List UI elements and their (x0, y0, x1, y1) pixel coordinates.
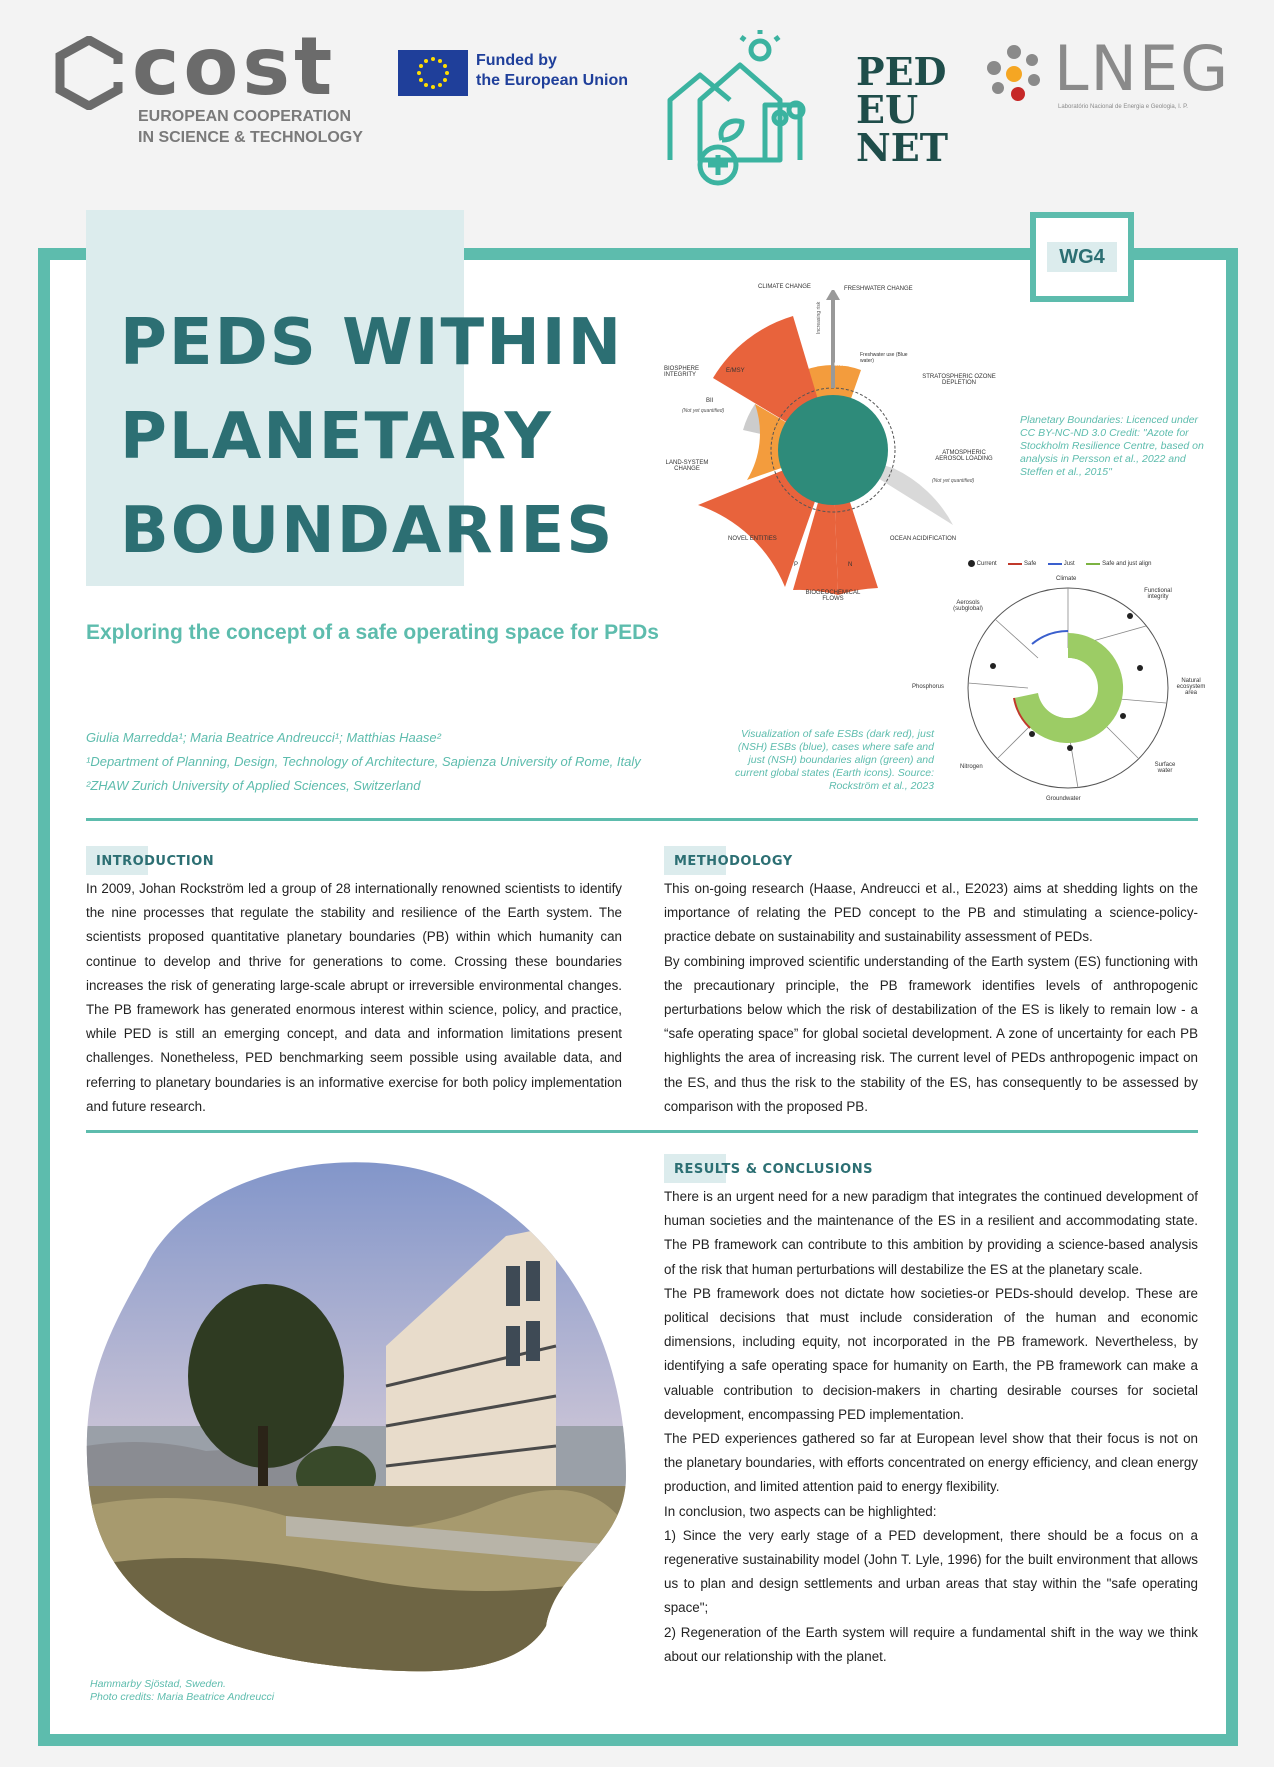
pb-label-bii: BII (706, 398, 714, 404)
results-paragraph-4: In conclusion, two aspects can be highlighted: (664, 1503, 937, 1519)
cost-logo (54, 20, 374, 156)
cost-wordmark: cost (132, 20, 337, 113)
results-heading: RESULTS & CONCLUSIONS (664, 1154, 1198, 1183)
pedeunet-houses-icon (660, 30, 830, 190)
esb-label-functional: Functional integrity (1144, 588, 1172, 600)
esb-label-nitrogen: Nitrogen (960, 764, 983, 770)
pb-label-climate: CLIMATE CHANGE (758, 284, 811, 290)
pb-label-green-water: Green water (834, 362, 862, 368)
esb-legend-just: Just (1063, 561, 1075, 568)
lneg-logo (982, 32, 1232, 118)
pb-diagram-caption: Planetary Boundaries: Licenced under CC BY-NC-ND 3.0 Credit: "Azote for Stockholm Resilience Centre, based on analysis in Persson et al., 2022 and Steffen et al., 2015" (1020, 414, 1204, 478)
pb-label-land: LAND-SYSTEM CHANGE (665, 460, 709, 472)
title-line-3: BOUNDARIES (120, 494, 615, 568)
results-paragraph-1: There is an urgent need for a new paradigm that integrates the continued development of human societies and the maintenance of the ES in a resilient and accommodating state. The PB framework can contribute to this ambition by providing a science-based analysis of the risk that human perturbations will destabilize the ES at the planetary scale. (664, 1189, 1198, 1277)
introduction-text: In 2009, Johan Rockström led a group of 28 internationally renowned scientists to identify the nine processes that regulate the stability and resilience of the Earth system. The scientists proposed quantitative planetary boundaries (PB) within which humanity can continue to develop and thrive for generations to come. Crossing these boundaries increases the risk of generating large-scale abrupt or irreversible environmental changes. The PB framework has generated enormous interest within science, policy, and practice, while PED is still an emerging concept, and data and information limitations present challenges. Nonetheless, PED benchmarking seem possible using available data, and referring to planetary boundaries is an informative exercise for both policy implementation and future research. (86, 881, 622, 1114)
affiliation-2: ²ZHAW Zurich University of Applied Sciences, Switzerland (86, 778, 421, 793)
pb-label-p: P (794, 562, 799, 568)
esb-legend-safe: Safe (1024, 561, 1037, 568)
results-paragraph-6: 2) Regeneration of the Earth system will require a fundamental shift in the way we think about our relationship with the planet. (664, 1624, 1198, 1664)
working-group-badge (1030, 212, 1134, 302)
pb-label-aerosol-note: (Not yet quantified) (932, 478, 975, 484)
results-paragraph-3: The PED experiences gathered so far at European level show that their focus is not on the planetary boundaries, with efforts concentrated on energy efficiency, and clean energy production, and limited attention paid to energy flexibility. (664, 1431, 1198, 1495)
photo-caption (90, 1678, 274, 1704)
cost-subtitle-line1: EUROPEAN COOPERATION (138, 108, 352, 125)
esb-legend-align: Safe and just align (1102, 561, 1152, 568)
pb-label-biogeo: BIOGEOCHEMICAL FLOWS (805, 590, 861, 602)
methodology-heading: METHODOLOGY (664, 846, 1198, 875)
esb-diagram (900, 556, 1210, 806)
title-line-1: PEDS WITHIN (120, 306, 624, 380)
divider-middle (86, 1130, 1198, 1133)
pb-label-blue-water: Freshwater use (Blue water) (860, 352, 908, 364)
esb-diagram-caption: Visualization of safe ESBs (dark red), just (NSH) ESBs (blue), cases where safe and just (NSH) boundaries align (green) and current global states (Earth icons). Source: Rockström et al., 2023 (734, 728, 934, 792)
pedeunet-logo (660, 30, 950, 190)
pedeunet-line3: NET (856, 125, 948, 170)
pb-label-aerosol: ATMOSPHERIC AEROSOL LOADING (935, 450, 993, 462)
lneg-dots-icon (982, 42, 1046, 106)
poster-title (120, 296, 623, 578)
methodology-paragraph-2: By combining improved scientific understanding of the Earth system (ES) functioning with the precautionary principle, the PB framework identifies levels of anthropogenic perturbations below which the risk of destabilization of the ES is likely to remain low - a “safe operating space” for global societal development. A zone of uncertainty for each PB highlights the area of increasing risk. The current level of PEDs anthropogenic impact on the ES, and thus the risk to the stability of the ES, has consequently to be assessed by comparison with the proposed PB. (664, 953, 1198, 1114)
author-block (86, 726, 641, 798)
title-line-2: PLANETARY (120, 400, 553, 474)
pedeunet-line2: EU (856, 87, 919, 132)
pb-label-ocean: OCEAN ACIDIFICATION (889, 536, 957, 542)
eu-funded-line1: Funded by (476, 52, 557, 69)
poster-subtitle: Exploring the concept of a safe operating space for PEDs (86, 621, 659, 644)
introduction-section (86, 846, 622, 1119)
author-names: Giulia Marredda¹; Maria Beatrice Andreucci¹; Matthias Haase² (86, 730, 441, 745)
pb-label-ozone: STRATOSPHERIC OZONE DEPLETION (922, 374, 996, 386)
photo-caption-line1: Hammarby Sjöstad, Sweden. (90, 1678, 226, 1690)
cost-subtitle-line2: IN SCIENCE & TECHNOLOGY (138, 129, 363, 146)
esb-legend-current: Current (976, 561, 997, 568)
pb-label-biosphere: BIOSPHERE INTEGRITY (664, 366, 700, 378)
badge-label: WG4 (1047, 242, 1117, 272)
methodology-paragraph-1: This on-going research (Haase, Andreucci et al., E2023) aims at shedding lights on the importance of relating the PED concept to the PB and stimulating a science-policy-practice debate on sustainability and sustainability assessment of PEDs. (664, 881, 1198, 945)
eu-funded-line2: the European Union (476, 72, 628, 89)
divider-top (86, 818, 1198, 821)
esb-label-phosphorus: Phosphorus (912, 684, 945, 690)
results-paragraph-5: 1) Since the very early stage of a PED development, there should be a focus on a regenerative sustainability model (John T. Lyle, 1996) for the built environment that allows us to plan and design settlements and urban areas that stay within the "safe operating space"; (664, 1527, 1198, 1616)
lneg-wordmark: LNEG (1054, 32, 1231, 105)
pb-label-n: N (848, 562, 853, 568)
pb-label-freshwater: FRESHWATER CHANGE (844, 286, 913, 292)
esb-label-groundwater: Groundwater (1046, 796, 1081, 802)
hammarby-photo (86, 1146, 626, 1682)
pb-label-emsy: E/MSY (726, 368, 745, 374)
photo-blob (86, 1146, 626, 1682)
pb-label-novel: NOVEL ENTITIES (728, 536, 777, 542)
lneg-subtitle: Laboratório Nacional de Energia e Geologia, I. P. (1058, 104, 1188, 110)
pb-label-risk: Increasing risk (816, 301, 822, 334)
eu-logo (398, 50, 638, 100)
esb-label-natural: Natural ecosystem area (1176, 678, 1206, 696)
photo-caption-line2: Photo credits: Maria Beatrice Andreucci (90, 1691, 275, 1703)
affiliation-1: ¹Department of Planning, Design, Technology of Architecture, Sapienza University of Rome, Italy (86, 754, 641, 769)
results-section (664, 1154, 1198, 1669)
esb-label-aerosols: Aerosols (subglobal) (953, 600, 983, 612)
esb-label-surface: Surface water (1154, 762, 1176, 774)
cost-hexagon-icon (54, 36, 124, 110)
results-paragraph-2: The PB framework does not dictate how societies-or PEDs-should develop. These are political decisions that must include consideration of the human and economic dimensions, including equity, not incorporated in the PB framework. Nevertheless, by identifying a safe operating space for humanity on Earth, the PB framework can make a valuable contribution to decision-makers in charting desirable courses for societal development, encompassing PED implementation. (664, 1285, 1198, 1422)
pb-safe-zone (778, 395, 888, 505)
esb-label-climate: Climate (1056, 576, 1077, 582)
eu-flag-icon (398, 50, 468, 96)
pedeunet-line1: PED (856, 49, 947, 94)
methodology-section (664, 846, 1198, 1119)
pb-label-bii-note: (Not yet quantified) (682, 408, 725, 414)
introduction-heading: INTRODUCTION (86, 846, 622, 875)
